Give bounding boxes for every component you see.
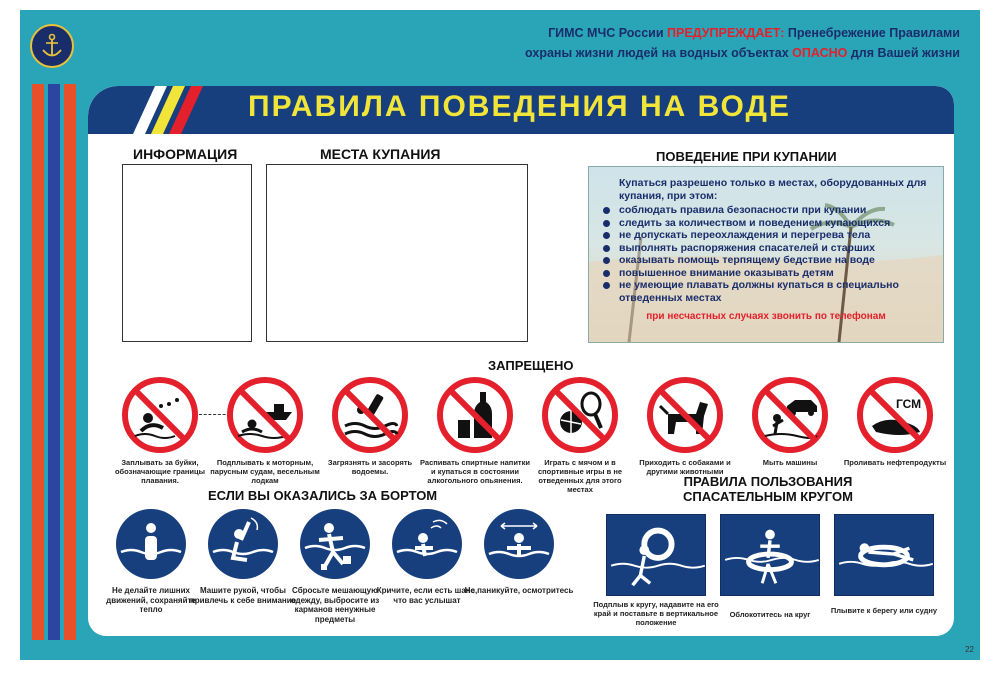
motor-boat-icon: [226, 376, 304, 454]
ball-racket-icon: [541, 376, 619, 454]
behavior-item: оказывать помощь терпящему бедствие на воде: [601, 254, 935, 267]
behavior-item: следить за количеством и поведением купающихся: [601, 217, 935, 230]
behavior-item: не умеющие плавать должны купаться в специально отведенных местах: [601, 279, 935, 304]
prohibition-caption: Проливать нефтепродукты: [843, 458, 947, 467]
page-title: ПРАВИЛА ПОВЕДЕНИЯ НА ВОДЕ: [248, 90, 791, 123]
calm-float-icon: [115, 508, 187, 580]
behavior-list: [601, 204, 935, 304]
title-bar: [88, 86, 954, 134]
side-stripe-blue: [48, 84, 60, 640]
header-danger: ОПАСНО: [792, 46, 848, 60]
buoy-swim-icon: [121, 376, 199, 454]
ring-caption: Облокотитесь на круг: [729, 610, 811, 619]
ring-heading-line: ПРАВИЛА ПОЛЬЗОВАНИЯ: [683, 474, 853, 489]
prohibition-caption: Подплывать к моторным, парусным судам, весельным лодкам: [210, 458, 320, 485]
gims-emblem-icon: [30, 24, 74, 68]
fuel-badge: ГСМ: [896, 397, 922, 411]
places-heading: МЕСТА КУПАНИЯ: [320, 146, 441, 162]
prohibition-caption: Заплывать за буйки, обозначающие границы плавания.: [114, 458, 206, 485]
wave-hand-icon: [207, 508, 279, 580]
overboard-caption: Машите рукой, чтобы привлечь к себе внимание: [189, 586, 297, 605]
prohibition-caption: Играть с мячом и в спортивные игры в не отведенных для этого местах: [537, 458, 623, 494]
fuel-spill-icon: [856, 376, 934, 454]
prohibition-caption: Распивать спиртные напитки и купаться в состоянии алкогольного опьянения.: [420, 458, 530, 485]
prohibition-caption: Приходить с собаками и другими животными: [639, 458, 731, 476]
side-stripe-orange: [32, 84, 44, 640]
header-warning: ПРЕДУПРЕЖДАЕТ:: [667, 26, 785, 40]
overboard-caption: Кричите, если есть шанс, что вас услышат: [376, 586, 478, 605]
drop-items-icon: [299, 508, 371, 580]
ring-lean-icon: [720, 514, 820, 596]
header-text: для Вашей жизни: [850, 46, 960, 60]
behavior-item: повышенное внимание оказывать детям: [601, 267, 935, 280]
litter-bottle-icon: [331, 376, 409, 454]
page-number: 22: [965, 645, 974, 654]
header-text: Пренебрежение Правилами: [787, 26, 960, 40]
overboard-heading: ЕСЛИ ВЫ ОКАЗАЛИСЬ ЗА БОРТОМ: [208, 488, 438, 503]
dog-icon: [646, 376, 724, 454]
emergency-call-text: при несчастных случаях звонить по телефонам: [646, 311, 886, 322]
ring-heading-line: СПАСАТЕЛЬНЫМ КРУГОМ: [683, 489, 853, 504]
places-board: [266, 164, 528, 342]
ring-push-icon: [606, 514, 706, 596]
behavior-item: выполнять распоряжения спасателей и старших: [601, 242, 935, 255]
header-text: ГИМС МЧС России: [548, 26, 664, 40]
shout-icon: [391, 508, 463, 580]
look-around-icon: [483, 508, 555, 580]
behavior-rules: [601, 177, 935, 304]
prohibition-caption: Загрязнять и засорять водоемы.: [327, 458, 413, 476]
car-wash-icon: [751, 376, 829, 454]
behavior-item: не допускать переохлаждения и перегрева тела: [601, 229, 935, 242]
overboard-caption: Не делайте лишних движений, сохраняйте тепло: [106, 586, 196, 614]
overboard-caption: Сбросьте мешающую одежду, выбросите из карманов ненужные предметы: [290, 586, 380, 624]
behavior-intro: Купаться разрешено только в местах, оборудованных для купания, при этом:: [619, 177, 927, 202]
ring-heading: [668, 474, 868, 504]
header-text: охраны жизни людей на водных объектах: [525, 46, 789, 60]
prohibition-caption: Мыть машины: [762, 458, 818, 467]
side-stripe-orange-2: [64, 84, 76, 640]
tricolor-stripes-icon: [133, 86, 223, 134]
ring-caption: Плывите к берегу или судну: [830, 606, 938, 615]
info-heading: ИНФОРМАЦИЯ: [133, 146, 238, 162]
header-line-2: [525, 46, 960, 60]
header-line-1: [548, 26, 960, 40]
main-panel: [88, 86, 954, 636]
ring-swim-icon: [834, 514, 934, 596]
behavior-beach-image: [588, 166, 944, 343]
ring-caption: Подплыв к кругу, надавите на его край и поставьте в вертикальное положение: [593, 600, 719, 627]
info-board: [122, 164, 252, 342]
forbidden-heading: ЗАПРЕЩЕНО: [488, 358, 574, 373]
alcohol-icon: [436, 376, 514, 454]
behavior-heading: ПОВЕДЕНИЕ ПРИ КУПАНИИ: [656, 149, 837, 164]
behavior-item: соблюдать правила безопасности при купании: [601, 204, 935, 217]
overboard-caption: Не паникуйте, осмотритесь: [464, 586, 574, 595]
